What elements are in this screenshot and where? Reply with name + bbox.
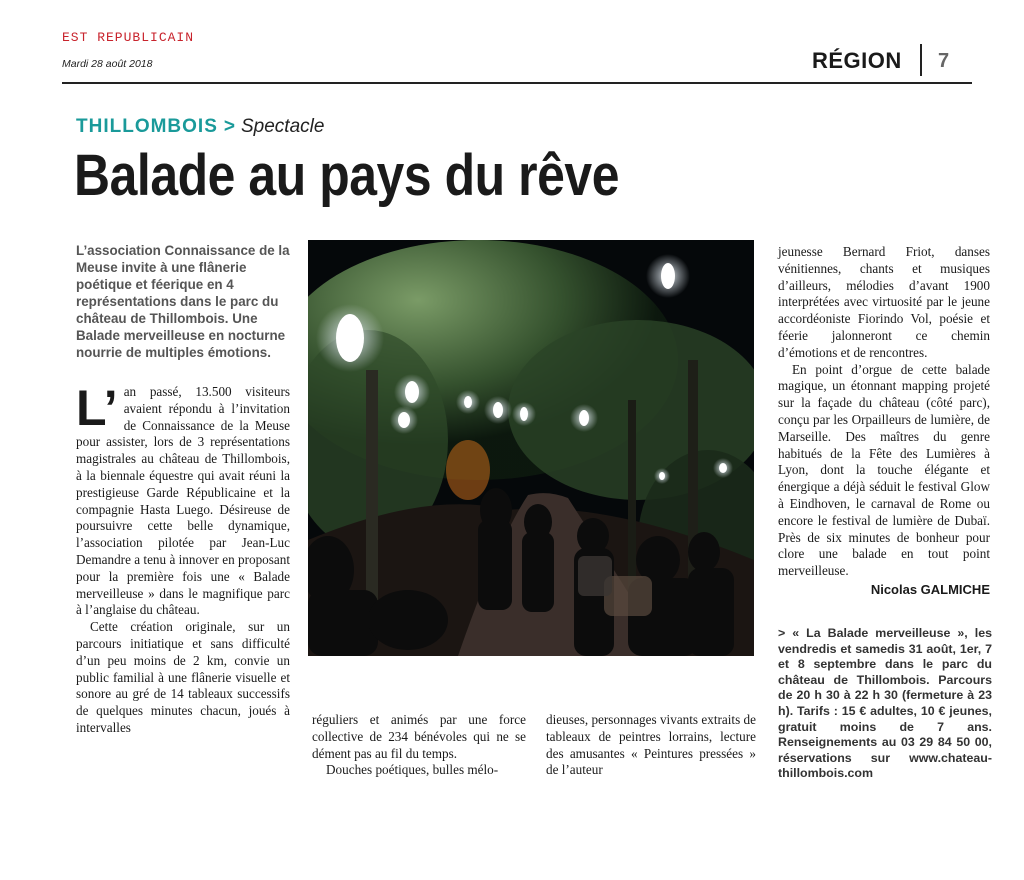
header-rule [62,82,972,84]
byline: Nicolas GALMICHE [870,581,990,597]
paragraph: dieuses, personnages vivants extraits de tableaux de peintres lorrains, lecture des amusantes « Peintures pressées » de l’auteur [546,712,756,778]
paragraph: Cette création originale, sur un parcours initiatique et sans difficulté d’un peu moins de 2 km, convie un public familial à une flânerie visuelle et sonore au gré de 14 tableaux successifs de quelques minutes chacun, joués à intervalles [76,619,290,735]
article-photo [308,240,754,656]
article-lead: L’association Connaissance de la Meuse invite à une flânerie poétique et féerique en 4 représentations dans le parc du château de Thillombois. Une Balade merveilleuse en nocturne nourrie de multiples émotions. [76,243,290,360]
kicker-town: THILLOMBOIS [76,116,218,137]
kicker-arrow: > [223,116,235,137]
practical-info: > « La Balade merveilleuse », les vendredis et samedis 31 août, 1er, 7 et 8 septembre dans le parc du château de Thillombois. Parcours de 20 h 30 à 22 h 30 (fermeture à 23 h). Tarifs : 15 € adultes, 10 € jeunes, gratuit moins de 7 ans. Renseignements au 03 29 84 50 00, réservations sur www.chateau-thillombois.com [778,626,992,781]
paragraph: jeunesse Bernard Friot, danses vénitiennes, chants et musiques d’ailleurs, mélodies d’avant 1900 interprétées avec virtuosité par le jeune accordéoniste Fiorindo Vol, poésie et féerie jalonneront ce chemin d’émotions et de rencontres. [778,244,990,360]
newspaper-name: EST REPUBLICAIN [62,30,195,45]
paragraph [76,380,290,619]
article-column-1 [76,380,290,737]
section-title: RÉGION [812,48,902,73]
paragraph: En point d’orgue de cette balade magique, un étonnant mapping projeté sur la façade du château (côté parc), conçu par les Orpailleurs de lumière, de Marseille. Des maîtres du genre habitués de la Fête des Lumières à Lyon, dont la touche élégante et énergique a déjà séduit le festival Glow à Eindhoven, le carnaval de Rome ou encore le festival de lumière de Dubaï. Près de six minutes de bonheur pour clore une balade en tout point merveilleuse. [778,361,990,579]
article-headline: Balade au pays du rêve [74,143,620,208]
paragraph: Douches poétiques, bulles mélo- [326,762,499,778]
paragraph-text: an passé, 13.500 visiteurs avaient répondu à l’invitation de Connaissance de la Meuse pour assister, lors de 3 représentations magistrales au château de Thillombois, à la biennale équestre qui avait réuni la prestigieuse Garde Républicaine et la compagnie Hasta Luego. Désireuse de poursuivre cette belle dynamique, l’association pilotée par Jean-Luc Demandre a tenu à innover en proposant pour la première fois une « Balade merveilleuse » dans le magnifique parc à l’anglaise du château. [76,384,290,618]
article-column-2 [312,712,526,779]
drop-cap: L’ [76,380,118,436]
article-column-4 [778,244,990,599]
page-number: 7 [938,50,950,72]
article-column-3 [546,712,756,779]
issue-date: Mardi 28 août 2018 [62,58,153,70]
section-divider [920,44,922,76]
article-kicker [76,116,324,138]
kicker-category: Spectacle [241,116,325,137]
paragraph: réguliers et animés par une force collective de 234 bénévoles qui ne se dément pas au fil du temps. [312,712,526,761]
